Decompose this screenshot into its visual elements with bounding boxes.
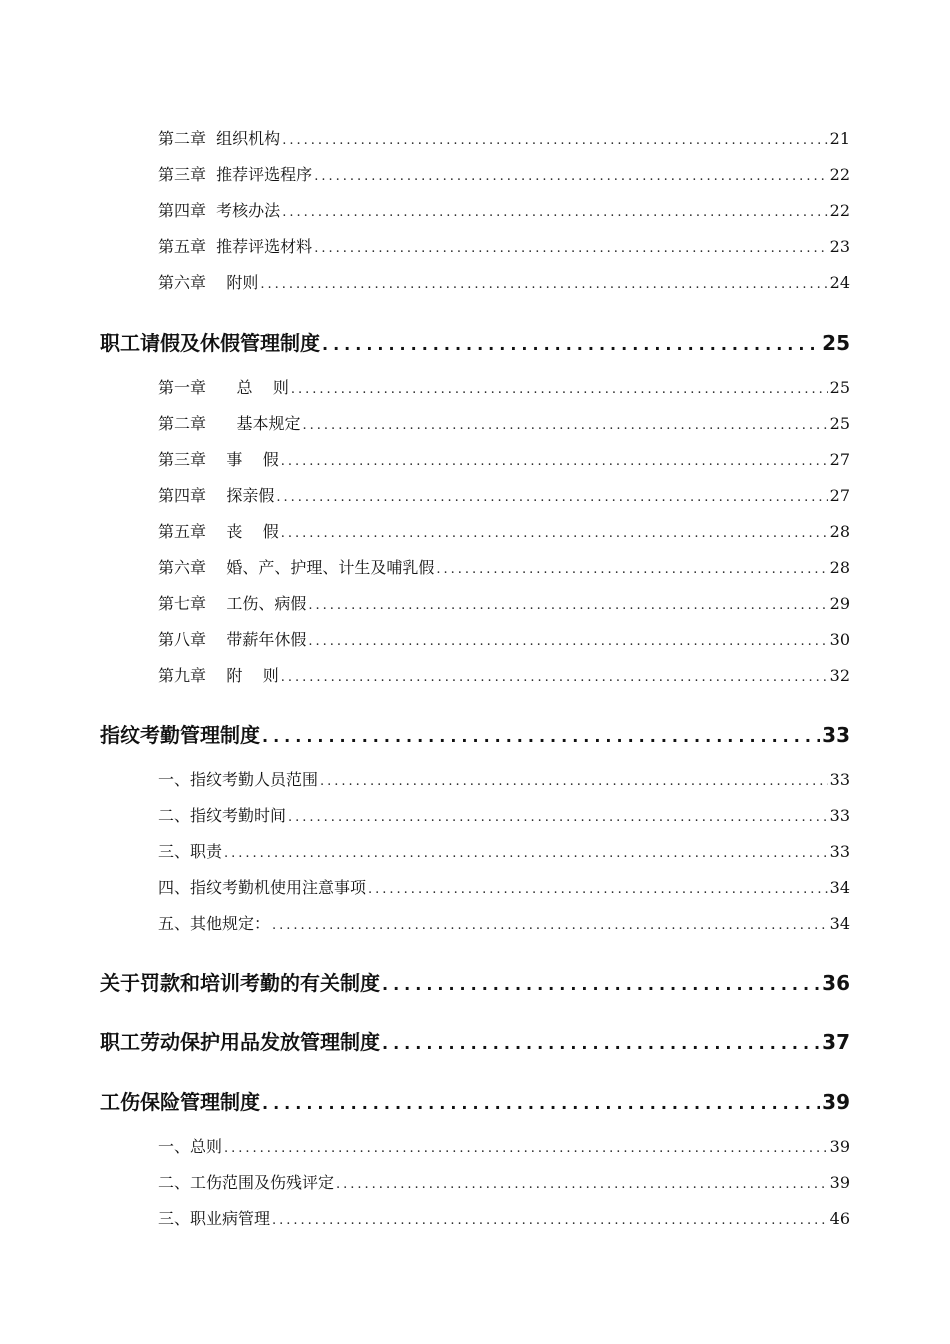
- toc-entry-page: 28: [829, 522, 850, 541]
- toc-entry-page: 32: [829, 666, 850, 685]
- toc-section-heading[interactable]: [100, 327, 850, 356]
- toc-entry-label: 第七章 工伤、病假: [158, 594, 307, 613]
- toc-entry-label: 第四章 考核办法: [158, 201, 281, 220]
- toc-entry-page: 33: [829, 770, 850, 789]
- toc-entry-label: 第一章 总 则: [158, 378, 289, 397]
- toc-leader-dots: [320, 774, 828, 789]
- toc-leader-dots: [436, 562, 827, 577]
- toc-leader-dots: [314, 169, 827, 184]
- toc-leader-dots: [308, 634, 827, 649]
- toc-entry[interactable]: [158, 803, 850, 826]
- toc-entry-page: 27: [829, 486, 850, 505]
- toc-entry[interactable]: [158, 162, 850, 185]
- toc-entry[interactable]: [158, 234, 850, 257]
- toc-entry-label: 第三章 推荐评选程序: [158, 165, 313, 184]
- toc-entry-page: 22: [829, 201, 850, 220]
- toc-section-label: 工伤保险管理制度: [100, 1090, 260, 1114]
- toc-entry-label: 三、职业病管理: [158, 1209, 271, 1228]
- toc-section-page: 37: [822, 1030, 850, 1054]
- toc-entry-page: 39: [829, 1137, 850, 1156]
- toc-leader-dots: [291, 382, 828, 397]
- toc-entry[interactable]: [158, 591, 850, 614]
- toc-entry-label: 第五章 推荐评选材料: [158, 237, 313, 256]
- toc-section-label: 关于罚款和培训考勤的有关制度: [100, 971, 380, 995]
- toc-leader-dots: [276, 490, 827, 505]
- toc-section-page: 33: [822, 723, 850, 747]
- toc-entry[interactable]: [158, 1206, 850, 1229]
- toc-entry-label: 二、工伤范围及伤残评定: [158, 1173, 335, 1192]
- toc-leader-dots: [262, 727, 820, 746]
- toc-entry-label: 第二章 组织机构: [158, 129, 281, 148]
- toc-entry-page: 24: [829, 273, 850, 292]
- toc-entry-label: 第八章 带薪年休假: [158, 630, 307, 649]
- toc-entry[interactable]: [158, 627, 850, 650]
- toc-section-label: 指纹考勤管理制度: [100, 723, 260, 747]
- toc-entry-label: 第九章 附 则: [158, 666, 279, 685]
- toc-leader-dots: [272, 918, 828, 933]
- toc-entry[interactable]: [158, 411, 850, 434]
- toc-leader-dots: [260, 277, 827, 292]
- toc-entry-page: 25: [829, 414, 850, 433]
- toc-entry[interactable]: [158, 911, 850, 934]
- toc-entry[interactable]: [158, 447, 850, 470]
- toc-entry-label: 第五章 丧 假: [158, 522, 279, 541]
- toc-entry-page: 39: [829, 1173, 850, 1192]
- toc-leader-dots: [272, 1213, 828, 1228]
- toc-entry-label: 四、指纹考勤机使用注意事项: [158, 878, 367, 897]
- toc-entry[interactable]: [158, 1134, 850, 1157]
- toc-entry-page: 46: [829, 1209, 850, 1228]
- toc-section-page: 25: [822, 331, 850, 355]
- toc-leader-dots: [382, 975, 820, 994]
- toc-leader-dots: [368, 882, 828, 897]
- toc-entry[interactable]: [158, 1170, 850, 1193]
- toc-entry-label: 二、指纹考勤时间: [158, 806, 287, 825]
- toc-leader-dots: [281, 670, 828, 685]
- toc-entry-page: 28: [829, 558, 850, 577]
- toc-leader-dots: [382, 1034, 820, 1053]
- toc-entry-label: 五、其他规定：: [158, 914, 271, 933]
- toc-leader-dots: [281, 526, 828, 541]
- toc-entry-label: 第三章 事 假: [158, 450, 279, 469]
- toc-entry[interactable]: [158, 767, 850, 790]
- toc-entry[interactable]: [158, 663, 850, 686]
- toc-entry-page: 30: [829, 630, 850, 649]
- toc-section-heading[interactable]: [100, 967, 850, 996]
- toc-leader-dots: [224, 846, 828, 861]
- toc-entry-page: 33: [829, 842, 850, 861]
- toc-entry-label: 一、总则: [158, 1137, 223, 1156]
- toc-leader-dots: [336, 1177, 828, 1192]
- toc-entry-page: 23: [829, 237, 850, 256]
- toc-section-page: 39: [822, 1090, 850, 1114]
- toc-leader-dots: [224, 1141, 828, 1156]
- toc-entry-page: 22: [829, 165, 850, 184]
- toc-entry[interactable]: [158, 126, 850, 149]
- toc-entry-label: 第六章 婚、产、护理、计生及哺乳假: [158, 558, 435, 577]
- toc-entry-page: 33: [829, 806, 850, 825]
- toc-leader-dots: [281, 454, 828, 469]
- toc-entry[interactable]: [158, 839, 850, 862]
- toc-entry[interactable]: [158, 270, 850, 293]
- toc-leader-dots: [282, 205, 827, 220]
- toc-entry-label: 第二章 基本规定: [158, 414, 301, 433]
- toc-entry-page: 29: [829, 594, 850, 613]
- toc-leader-dots: [308, 598, 827, 613]
- toc-leader-dots: [322, 335, 820, 354]
- toc-leader-dots: [282, 133, 827, 148]
- toc-section-label: 职工请假及休假管理制度: [100, 331, 320, 355]
- toc-section-page: 36: [822, 971, 850, 995]
- toc-entry-label: 三、职责: [158, 842, 223, 861]
- toc-leader-dots: [288, 810, 828, 825]
- toc-entry-page: 34: [829, 878, 850, 897]
- toc-entry[interactable]: [158, 875, 850, 898]
- toc-entry[interactable]: [158, 198, 850, 221]
- toc-entry[interactable]: [158, 483, 850, 506]
- toc-entry-label: 第六章 附则: [158, 273, 259, 292]
- toc-entry-page: 27: [829, 450, 850, 469]
- toc-entry-label: 一、指纹考勤人员范围: [158, 770, 319, 789]
- toc-leader-dots: [314, 241, 827, 256]
- toc-entry-page: 25: [829, 378, 850, 397]
- toc-entry-page: 34: [829, 914, 850, 933]
- toc-section-heading[interactable]: [100, 719, 850, 748]
- toc-entry-page: 21: [829, 129, 850, 148]
- toc-section-heading[interactable]: [100, 1086, 850, 1115]
- toc-entry[interactable]: [158, 375, 850, 398]
- toc-entry-label: 第四章 探亲假: [158, 486, 275, 505]
- toc-section-label: 职工劳动保护用品发放管理制度: [100, 1030, 380, 1054]
- toc-section-heading[interactable]: [100, 1026, 850, 1055]
- toc-leader-dots: [262, 1094, 820, 1113]
- toc-entry[interactable]: [158, 519, 850, 542]
- toc-leader-dots: [303, 418, 828, 433]
- toc-entry[interactable]: [158, 555, 850, 578]
